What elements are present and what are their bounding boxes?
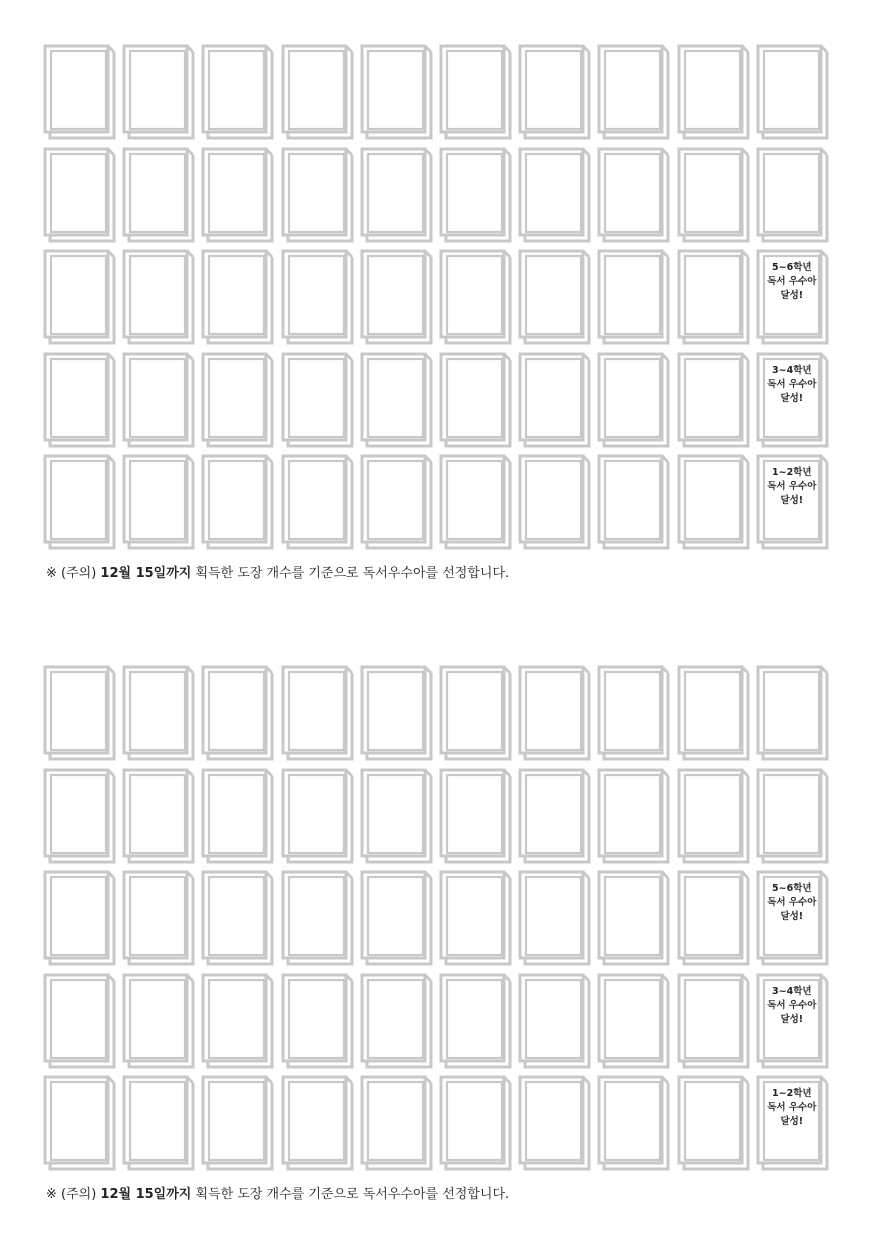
book-outline-icon xyxy=(121,1073,205,1177)
stamp-slot xyxy=(755,42,839,146)
book-outline-icon xyxy=(438,766,522,870)
stamp-slot xyxy=(596,42,680,146)
book-outline-icon xyxy=(676,42,760,146)
book-outline-icon xyxy=(438,350,522,454)
milestone-line: 독서 우수아 xyxy=(767,378,817,390)
book-outline-icon xyxy=(42,452,126,556)
notice-deadline: 12월 15일까지 xyxy=(100,566,192,581)
book-outline-icon xyxy=(200,247,284,351)
stamp-slot xyxy=(596,350,680,454)
book-outline-icon xyxy=(280,971,364,1075)
book-outline-icon xyxy=(676,868,760,972)
book-outline-icon xyxy=(280,1073,364,1177)
notice-deadline: 12월 15일까지 xyxy=(100,1187,192,1202)
book-outline-icon xyxy=(596,452,680,556)
milestone-line: 5~6학년 xyxy=(772,883,812,895)
notice-prefix: ※ (주의) xyxy=(46,566,101,581)
book-outline-icon xyxy=(676,971,760,1075)
notice-text xyxy=(46,562,509,581)
book-outline-icon xyxy=(438,868,522,972)
book-outline-icon xyxy=(121,868,205,972)
stamp-slot xyxy=(42,663,126,767)
stamp-slot xyxy=(121,247,205,351)
stamp-slot xyxy=(517,971,601,1075)
milestone-label xyxy=(759,364,825,406)
stamp-slot xyxy=(596,1073,680,1177)
book-outline-icon xyxy=(517,247,601,351)
book-outline-icon xyxy=(438,145,522,249)
book-outline-icon xyxy=(200,452,284,556)
stamp-slot xyxy=(280,452,364,556)
stamp-slot xyxy=(42,247,126,351)
book-outline-icon xyxy=(200,663,284,767)
stamp-slot xyxy=(42,145,126,249)
book-outline-icon xyxy=(438,971,522,1075)
stamp-slot xyxy=(596,868,680,972)
stamp-slot xyxy=(359,452,443,556)
milestone-slot xyxy=(755,868,839,972)
book-outline-icon xyxy=(517,42,601,146)
milestone-slot xyxy=(755,452,839,556)
book-outline-icon xyxy=(517,1073,601,1177)
notice-body: 획득한 도장 개수를 기준으로 독서우수아를 선정합니다. xyxy=(191,566,510,581)
stamp-slot xyxy=(200,663,284,767)
book-outline-icon xyxy=(517,663,601,767)
milestone-line: 독서 우수아 xyxy=(767,481,817,493)
stamp-slot xyxy=(200,766,284,870)
stamp-slot xyxy=(359,971,443,1075)
stamp-slot xyxy=(121,766,205,870)
book-outline-icon xyxy=(676,663,760,767)
book-outline-icon xyxy=(280,766,364,870)
stamp-slot xyxy=(42,868,126,972)
stamp-slot xyxy=(280,1073,364,1177)
stamp-slot xyxy=(676,247,760,351)
book-outline-icon xyxy=(121,42,205,146)
stamp-slot xyxy=(359,350,443,454)
stamp-slot xyxy=(676,145,760,249)
stamp-slot xyxy=(280,868,364,972)
stamp-slot xyxy=(517,663,601,767)
stamp-slot xyxy=(676,766,760,870)
book-outline-icon xyxy=(596,350,680,454)
stamp-slot xyxy=(121,145,205,249)
book-outline-icon xyxy=(200,350,284,454)
milestone-label xyxy=(759,985,825,1027)
stamp-slot xyxy=(200,145,284,249)
stamp-slot xyxy=(359,663,443,767)
book-outline-icon xyxy=(42,766,126,870)
stamp-slot xyxy=(121,868,205,972)
book-outline-icon xyxy=(280,663,364,767)
stamp-slot xyxy=(438,971,522,1075)
stamp-slot xyxy=(359,145,443,249)
stamp-slot xyxy=(755,766,839,870)
stamp-slot xyxy=(359,1073,443,1177)
book-outline-icon xyxy=(676,1073,760,1177)
stamp-slot xyxy=(280,971,364,1075)
stamp-slot xyxy=(280,42,364,146)
stamp-slot xyxy=(438,663,522,767)
book-outline-icon xyxy=(42,145,126,249)
book-outline-icon xyxy=(42,971,126,1075)
stamp-slot xyxy=(438,145,522,249)
stamp-slot xyxy=(517,145,601,249)
book-outline-icon xyxy=(121,971,205,1075)
milestone-line: 달성! xyxy=(780,392,804,404)
stamp-slot xyxy=(755,145,839,249)
book-outline-icon xyxy=(596,663,680,767)
book-outline-icon xyxy=(517,350,601,454)
milestone-label xyxy=(759,261,825,303)
book-outline-icon xyxy=(359,350,443,454)
milestone-line: 달성! xyxy=(780,495,804,507)
stamp-slot xyxy=(280,350,364,454)
book-outline-icon xyxy=(42,247,126,351)
milestone-line: 독서 우수아 xyxy=(767,1102,817,1114)
book-outline-icon xyxy=(42,1073,126,1177)
book-outline-icon xyxy=(517,452,601,556)
stamp-slot xyxy=(438,766,522,870)
book-outline-icon xyxy=(121,766,205,870)
book-outline-icon xyxy=(200,766,284,870)
stamp-slot xyxy=(755,663,839,767)
milestone-line: 달성! xyxy=(780,1013,804,1025)
book-outline-icon xyxy=(280,42,364,146)
stamp-slot xyxy=(676,971,760,1075)
milestone-line: 달성! xyxy=(780,290,804,302)
book-outline-icon xyxy=(755,42,839,146)
book-outline-icon xyxy=(200,1073,284,1177)
book-outline-icon xyxy=(596,868,680,972)
book-outline-icon xyxy=(121,145,205,249)
stamp-slot xyxy=(517,247,601,351)
stamp-slot xyxy=(121,42,205,146)
stamp-slot xyxy=(438,1073,522,1177)
stamp-slot xyxy=(596,663,680,767)
stamp-slot xyxy=(438,247,522,351)
book-outline-icon xyxy=(755,663,839,767)
book-outline-icon xyxy=(438,247,522,351)
milestone-line: 달성! xyxy=(780,911,804,923)
stamp-slot xyxy=(121,350,205,454)
stamp-slot xyxy=(121,452,205,556)
stamp-slot xyxy=(42,42,126,146)
book-outline-icon xyxy=(596,247,680,351)
book-outline-icon xyxy=(42,868,126,972)
book-outline-icon xyxy=(359,663,443,767)
book-outline-icon xyxy=(359,766,443,870)
stamp-slot xyxy=(517,350,601,454)
book-outline-icon xyxy=(596,42,680,146)
book-outline-icon xyxy=(517,766,601,870)
milestone-line: 독서 우수아 xyxy=(767,276,817,288)
book-outline-icon xyxy=(517,145,601,249)
milestone-line: 독서 우수아 xyxy=(767,999,817,1011)
stamp-slot xyxy=(438,868,522,972)
book-outline-icon xyxy=(280,350,364,454)
book-outline-icon xyxy=(42,350,126,454)
milestone-line: 1~2학년 xyxy=(772,467,812,479)
book-outline-icon xyxy=(280,247,364,351)
book-outline-icon xyxy=(438,452,522,556)
stamp-slot xyxy=(596,145,680,249)
book-outline-icon xyxy=(359,1073,443,1177)
stamp-slot xyxy=(517,452,601,556)
book-outline-icon xyxy=(200,971,284,1075)
stamp-slot xyxy=(359,42,443,146)
stamp-slot xyxy=(438,42,522,146)
stamp-slot xyxy=(280,247,364,351)
stamp-slot xyxy=(676,1073,760,1177)
book-outline-icon xyxy=(676,350,760,454)
stamp-slot xyxy=(42,350,126,454)
milestone-line: 1~2학년 xyxy=(772,1088,812,1100)
stamp-slot xyxy=(676,663,760,767)
stamp-slot xyxy=(280,766,364,870)
stamp-slot xyxy=(359,868,443,972)
stamp-slot xyxy=(200,971,284,1075)
stamp-slot xyxy=(200,1073,284,1177)
notice-text xyxy=(46,1183,509,1202)
book-outline-icon xyxy=(42,42,126,146)
stamp-slot xyxy=(42,971,126,1075)
stamp-slot xyxy=(517,42,601,146)
milestone-line: 3~4학년 xyxy=(772,364,812,376)
book-outline-icon xyxy=(438,42,522,146)
stamp-grid xyxy=(0,621,870,1181)
stamp-slot xyxy=(676,42,760,146)
book-outline-icon xyxy=(121,247,205,351)
milestone-label xyxy=(759,882,825,924)
milestone-label xyxy=(759,1087,825,1129)
milestone-line: 독서 우수아 xyxy=(767,897,817,909)
milestone-line: 3~4학년 xyxy=(772,985,812,997)
book-outline-icon xyxy=(121,452,205,556)
stamp-slot xyxy=(676,350,760,454)
stamp-slot xyxy=(42,1073,126,1177)
book-outline-icon xyxy=(121,350,205,454)
book-outline-icon xyxy=(280,868,364,972)
stamp-slot xyxy=(596,766,680,870)
stamp-slot xyxy=(359,766,443,870)
book-outline-icon xyxy=(755,766,839,870)
notice-prefix: ※ (주의) xyxy=(46,1187,101,1202)
stamp-slot xyxy=(121,663,205,767)
stamp-slot xyxy=(200,247,284,351)
book-outline-icon xyxy=(596,971,680,1075)
stamp-slot xyxy=(200,452,284,556)
book-outline-icon xyxy=(121,663,205,767)
stamp-slot xyxy=(280,663,364,767)
stamp-slot xyxy=(676,452,760,556)
stamp-slot xyxy=(121,1073,205,1177)
milestone-slot xyxy=(755,247,839,351)
book-outline-icon xyxy=(200,42,284,146)
book-outline-icon xyxy=(676,766,760,870)
book-outline-icon xyxy=(359,42,443,146)
notice-body: 획득한 도장 개수를 기준으로 독서우수아를 선정합니다. xyxy=(191,1187,510,1202)
stamp-slot xyxy=(517,868,601,972)
book-outline-icon xyxy=(359,868,443,972)
book-outline-icon xyxy=(200,868,284,972)
stamp-grid xyxy=(0,0,870,560)
book-outline-icon xyxy=(517,971,601,1075)
book-outline-icon xyxy=(596,145,680,249)
stamp-slot xyxy=(517,1073,601,1177)
milestone-slot xyxy=(755,1073,839,1177)
book-outline-icon xyxy=(438,1073,522,1177)
book-outline-icon xyxy=(596,1073,680,1177)
stamp-slot xyxy=(121,971,205,1075)
milestone-label xyxy=(759,466,825,508)
stamp-slot xyxy=(200,42,284,146)
milestone-slot xyxy=(755,350,839,454)
book-outline-icon xyxy=(280,145,364,249)
stamp-slot xyxy=(42,452,126,556)
book-outline-icon xyxy=(676,247,760,351)
book-outline-icon xyxy=(676,145,760,249)
stamp-slot xyxy=(596,971,680,1075)
book-outline-icon xyxy=(280,452,364,556)
book-outline-icon xyxy=(359,452,443,556)
stamp-slot xyxy=(676,868,760,972)
stamp-slot xyxy=(200,868,284,972)
stamp-slot xyxy=(359,247,443,351)
stamp-slot xyxy=(596,452,680,556)
book-outline-icon xyxy=(438,663,522,767)
book-outline-icon xyxy=(596,766,680,870)
book-outline-icon xyxy=(359,247,443,351)
stamp-slot xyxy=(517,766,601,870)
stamp-slot xyxy=(438,350,522,454)
book-outline-icon xyxy=(755,145,839,249)
stamp-slot xyxy=(280,145,364,249)
book-outline-icon xyxy=(359,971,443,1075)
book-outline-icon xyxy=(517,868,601,972)
stamp-slot xyxy=(596,247,680,351)
book-outline-icon xyxy=(42,663,126,767)
book-outline-icon xyxy=(200,145,284,249)
stamp-slot xyxy=(42,766,126,870)
book-outline-icon xyxy=(676,452,760,556)
milestone-line: 달성! xyxy=(780,1116,804,1128)
milestone-line: 5~6학년 xyxy=(772,262,812,274)
milestone-slot xyxy=(755,971,839,1075)
stamp-slot xyxy=(438,452,522,556)
book-outline-icon xyxy=(359,145,443,249)
stamp-slot xyxy=(200,350,284,454)
